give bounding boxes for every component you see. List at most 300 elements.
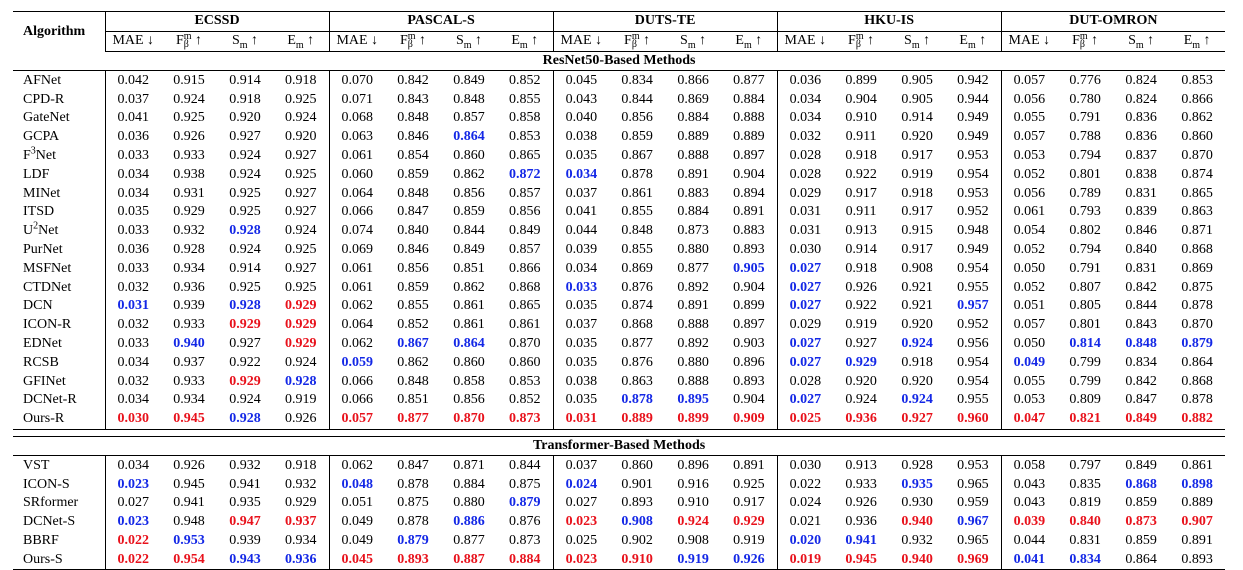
algorithm-name: Ours-R xyxy=(13,410,105,429)
metric-value: 0.904 xyxy=(721,278,777,297)
metric-value: 0.036 xyxy=(117,129,149,145)
metric-value: 0.924 xyxy=(273,109,329,128)
metric-value: 0.066 xyxy=(341,392,374,408)
algorithm-name: DCNet-S xyxy=(13,513,105,532)
metric-value: 0.057 xyxy=(1013,317,1046,333)
metric-value: 0.049 xyxy=(341,514,374,530)
metric-value: 0.874 xyxy=(1181,166,1213,182)
metric-value: 0.034 xyxy=(117,166,149,182)
metric-value: 0.934 xyxy=(173,260,205,276)
metric-value: 0.868 xyxy=(1181,373,1213,389)
metric-value: 0.904 xyxy=(721,165,777,184)
metric-header: $S_m$ ↑ xyxy=(441,31,497,51)
metric-value: 0.955 xyxy=(945,391,1001,410)
metric-value: 0.953 xyxy=(945,184,1001,203)
metric-value: 0.883 xyxy=(721,222,777,241)
algorithm-name: DCNet-R xyxy=(13,391,105,410)
section-title: Transformer-Based Methods xyxy=(13,436,1225,456)
metric-value: 0.876 xyxy=(497,513,553,532)
metric-value: 0.862 xyxy=(397,354,429,370)
metric-value: 0.848 xyxy=(621,223,653,239)
table-row xyxy=(13,494,1225,513)
metric-value: 0.927 xyxy=(889,410,945,429)
metric-value: 0.940 xyxy=(889,550,945,569)
metric-value: 0.036 xyxy=(789,72,822,88)
metric-value: 0.035 xyxy=(565,335,598,351)
metric-value: 0.031 xyxy=(117,298,149,314)
metric-value: 0.799 xyxy=(1069,354,1101,370)
metric-value: 0.847 xyxy=(397,204,429,220)
metric-value: 0.052 xyxy=(1013,241,1046,257)
metric-value: 0.939 xyxy=(229,532,261,548)
metric-value: 0.918 xyxy=(845,147,877,163)
metric-value: 0.911 xyxy=(845,129,877,145)
metric-value: 0.884 xyxy=(721,90,777,109)
metric-value: 0.023 xyxy=(117,476,149,492)
metric-value: 0.862 xyxy=(453,166,485,182)
metric-value: 0.925 xyxy=(273,165,329,184)
metric-value: 0.941 xyxy=(229,476,261,492)
metric-value: 0.877 xyxy=(385,410,441,429)
metric-value: 0.855 xyxy=(397,298,429,314)
dataset-header: PASCAL-S xyxy=(329,12,553,32)
metric-value: 0.814 xyxy=(1069,335,1101,351)
metric-header: F m β ↑ xyxy=(1057,31,1113,51)
metric-value: 0.045 xyxy=(329,550,385,569)
metric-value: 0.855 xyxy=(497,90,553,109)
metric-value: 0.027 xyxy=(789,335,822,351)
metric-value: 0.874 xyxy=(621,298,653,314)
metric-value: 0.037 xyxy=(117,91,149,107)
metric-value: 0.809 xyxy=(1069,392,1101,408)
metric-value: 0.933 xyxy=(845,476,877,492)
metric-value: 0.791 xyxy=(1069,260,1101,276)
metric-value: 0.869 xyxy=(1181,260,1213,276)
metric-value: 0.040 xyxy=(565,110,598,126)
table-row xyxy=(13,278,1225,297)
metric-value: 0.926 xyxy=(173,129,205,145)
metric-value: 0.858 xyxy=(497,109,553,128)
metric-header: $S_m$ ↑ xyxy=(1113,31,1169,51)
metric-value: 0.861 xyxy=(1181,457,1213,473)
metric-value: 0.933 xyxy=(173,317,205,333)
table-row xyxy=(13,316,1225,335)
metric-value: 0.028 xyxy=(789,147,822,163)
metric-value: 0.849 xyxy=(453,72,485,88)
metric-value: 0.066 xyxy=(341,204,374,220)
metric-value: 0.884 xyxy=(677,110,709,126)
metric-value: 0.805 xyxy=(1069,298,1101,314)
metric-value: 0.920 xyxy=(845,373,877,389)
metric-value: 0.904 xyxy=(845,91,877,107)
algorithm-name: BBRF xyxy=(13,532,105,551)
metric-value: 0.878 xyxy=(621,166,653,182)
metric-value: 0.910 xyxy=(677,495,709,511)
metric-value: 0.934 xyxy=(273,532,329,551)
metric-value: 0.893 xyxy=(721,372,777,391)
metric-value: 0.896 xyxy=(677,457,709,473)
metric-value: 0.848 xyxy=(397,110,429,126)
metric-value: 0.794 xyxy=(1069,241,1101,257)
metric-value: 0.924 xyxy=(173,91,205,107)
metric-value: 0.052 xyxy=(1013,166,1046,182)
metric-value: 0.846 xyxy=(397,129,429,145)
metric-value: 0.927 xyxy=(229,129,261,145)
metric-value: 0.044 xyxy=(565,223,598,239)
metric-value: 0.920 xyxy=(901,373,933,389)
metric-value: 0.851 xyxy=(453,260,485,276)
metric-value: 0.021 xyxy=(789,514,822,530)
algorithm-name: $U^2Net$ xyxy=(13,222,105,241)
metric-value: 0.071 xyxy=(341,91,374,107)
metric-value: 0.848 xyxy=(453,91,485,107)
metric-value: 0.875 xyxy=(497,475,553,494)
metric-value: 0.873 xyxy=(1125,514,1157,530)
metric-value: 0.891 xyxy=(721,456,777,475)
metric-value: 0.853 xyxy=(497,372,553,391)
metric-value: 0.940 xyxy=(173,335,205,351)
metric-value: 0.873 xyxy=(677,223,709,239)
metric-value: 0.920 xyxy=(901,129,933,145)
metric-value: 0.853 xyxy=(1181,72,1213,88)
metric-value: 0.029 xyxy=(789,317,822,333)
metric-value: 0.936 xyxy=(845,514,877,530)
metric-value: 0.033 xyxy=(117,335,149,351)
metric-value: 0.039 xyxy=(1013,514,1046,530)
metric-value: 0.936 xyxy=(833,410,889,429)
metric-value: 0.864 xyxy=(453,335,485,351)
metric-value: 0.920 xyxy=(273,128,329,147)
metric-value: 0.880 xyxy=(453,495,485,511)
metric-value: 0.860 xyxy=(497,353,553,372)
metric-header: $S_m$ ↑ xyxy=(217,31,273,51)
metric-value: 0.024 xyxy=(789,495,822,511)
metric-value: 0.918 xyxy=(229,91,261,107)
metric-value: 0.058 xyxy=(1013,457,1046,473)
metric-value: 0.793 xyxy=(1069,204,1101,220)
metric-header: $E_m$ ↑ xyxy=(945,31,1001,51)
metric-value: 0.933 xyxy=(173,373,205,389)
results-table-container xyxy=(13,11,1225,570)
metric-value: 0.038 xyxy=(565,129,598,145)
metric-value: 0.834 xyxy=(1125,354,1157,370)
metric-value: 0.039 xyxy=(565,241,598,257)
table-row xyxy=(13,90,1225,109)
metric-value: 0.032 xyxy=(117,317,149,333)
metric-value: 0.859 xyxy=(1125,495,1157,511)
metric-value: 0.922 xyxy=(845,298,877,314)
metric-value: 0.028 xyxy=(789,373,822,389)
metric-value: 0.957 xyxy=(945,297,1001,316)
metric-value: 0.859 xyxy=(1125,532,1157,548)
metric-value: 0.880 xyxy=(677,241,709,257)
metric-value: 0.034 xyxy=(117,392,149,408)
metric-value: 0.878 xyxy=(1181,392,1213,408)
metric-value: 0.028 xyxy=(789,166,822,182)
table-row xyxy=(13,353,1225,372)
metric-value: 0.802 xyxy=(1069,223,1101,239)
metric-header: MAE ↓ xyxy=(777,31,833,51)
metric-value: 0.945 xyxy=(833,550,889,569)
metric-value: 0.888 xyxy=(677,317,709,333)
metric-value: 0.926 xyxy=(721,550,777,569)
metric-value: 0.917 xyxy=(721,494,777,513)
metric-value: 0.055 xyxy=(1013,373,1046,389)
metric-value: 0.891 xyxy=(1181,532,1213,548)
metric-value: 0.848 xyxy=(397,373,429,389)
metric-value: 0.938 xyxy=(173,166,205,182)
metric-value: 0.064 xyxy=(341,317,374,333)
metric-value: 0.849 xyxy=(453,241,485,257)
metric-value: 0.861 xyxy=(453,317,485,333)
metric-value: 0.921 xyxy=(901,279,933,295)
metric-value: 0.893 xyxy=(1169,550,1225,569)
metric-value: 0.929 xyxy=(273,316,329,335)
metric-value: 0.063 xyxy=(341,129,374,145)
metric-value: 0.801 xyxy=(1069,166,1101,182)
metric-value: 0.027 xyxy=(789,354,822,370)
metric-value: 0.865 xyxy=(497,297,553,316)
metric-value: 0.918 xyxy=(845,260,877,276)
metric-value: 0.918 xyxy=(901,354,933,370)
metric-value: 0.854 xyxy=(397,147,429,163)
metric-value: 0.888 xyxy=(677,373,709,389)
metric-value: 0.904 xyxy=(721,391,777,410)
metric-header: F m β ↑ xyxy=(609,31,665,51)
metric-value: 0.925 xyxy=(273,278,329,297)
table-row xyxy=(13,259,1225,278)
metric-value: 0.929 xyxy=(273,335,329,354)
metric-value: 0.899 xyxy=(845,72,877,88)
metric-value: 0.870 xyxy=(497,335,553,354)
metric-value: 0.907 xyxy=(1181,514,1213,530)
metric-value: 0.887 xyxy=(441,550,497,569)
metric-value: 0.920 xyxy=(229,110,261,126)
metric-value: 0.849 xyxy=(497,222,553,241)
metric-value: 0.068 xyxy=(341,110,374,126)
metric-value: 0.891 xyxy=(677,166,709,182)
metric-value: 0.919 xyxy=(721,532,777,551)
metric-value: 0.070 xyxy=(341,72,374,88)
metric-value: 0.027 xyxy=(789,298,822,314)
metric-value: 0.927 xyxy=(845,335,877,351)
metric-value: 0.877 xyxy=(721,71,777,90)
metric-value: 0.780 xyxy=(1069,91,1101,107)
metric-value: 0.925 xyxy=(229,204,261,220)
metric-value: 0.791 xyxy=(1069,110,1101,126)
metric-value: 0.868 xyxy=(1125,476,1157,492)
algorithm-name: VST xyxy=(13,456,105,475)
metric-value: 0.856 xyxy=(453,392,485,408)
metric-value: 0.860 xyxy=(453,147,485,163)
metric-value: 0.807 xyxy=(1069,279,1101,295)
metric-value: 0.924 xyxy=(677,514,709,530)
metric-value: 0.867 xyxy=(397,335,429,351)
algorithm-name: $F^3Net$ xyxy=(13,147,105,166)
metric-value: 0.941 xyxy=(173,495,205,511)
metric-value: 0.034 xyxy=(117,354,149,370)
metric-value: 0.050 xyxy=(1013,260,1046,276)
metric-value: 0.852 xyxy=(497,391,553,410)
metric-value: 0.861 xyxy=(453,298,485,314)
metric-value: 0.929 xyxy=(273,494,329,513)
metric-value: 0.034 xyxy=(789,110,822,126)
metric-value: 0.926 xyxy=(845,279,877,295)
metric-value: 0.030 xyxy=(105,410,161,429)
algorithm-header: Algorithm xyxy=(13,12,105,52)
metric-value: 0.954 xyxy=(945,259,1001,278)
metric-value: 0.023 xyxy=(553,550,609,569)
metric-header: $E_m$ ↑ xyxy=(273,31,329,51)
metric-value: 0.913 xyxy=(845,223,877,239)
metric-value: 0.842 xyxy=(397,72,429,88)
metric-value: 0.915 xyxy=(173,72,205,88)
algorithm-name: EDNet xyxy=(13,335,105,354)
metric-value: 0.062 xyxy=(341,335,374,351)
metric-value: 0.024 xyxy=(565,476,598,492)
dataset-header: DUT-OMRON xyxy=(1001,12,1225,32)
metric-value: 0.926 xyxy=(845,495,877,511)
metric-value: 0.889 xyxy=(721,128,777,147)
metric-value: 0.879 xyxy=(497,494,553,513)
metric-value: 0.842 xyxy=(1125,373,1157,389)
metric-value: 0.873 xyxy=(497,410,553,429)
metric-value: 0.911 xyxy=(845,204,877,220)
metric-value: 0.947 xyxy=(229,514,261,530)
metric-value: 0.879 xyxy=(397,532,429,548)
metric-value: 0.905 xyxy=(901,72,933,88)
table-row xyxy=(13,475,1225,494)
metric-value: 0.870 xyxy=(1181,147,1213,163)
metric-value: 0.917 xyxy=(901,204,933,220)
dataset-header-row xyxy=(13,12,1225,32)
metric-value: 0.862 xyxy=(1181,110,1213,126)
metric-value: 0.909 xyxy=(721,410,777,429)
metric-header: F m β ↑ xyxy=(161,31,217,51)
metric-value: 0.847 xyxy=(397,457,429,473)
metric-value: 0.902 xyxy=(621,532,653,548)
metric-value: 0.898 xyxy=(1181,476,1213,492)
metric-value: 0.048 xyxy=(341,476,374,492)
metric-value: 0.856 xyxy=(497,203,553,222)
metric-value: 0.027 xyxy=(565,495,598,511)
metric-value: 0.919 xyxy=(273,391,329,410)
metric-value: 0.853 xyxy=(497,128,553,147)
metric-value: 0.848 xyxy=(397,185,429,201)
algorithm-name: GFINet xyxy=(13,372,105,391)
metric-value: 0.916 xyxy=(677,476,709,492)
metric-value: 0.883 xyxy=(677,185,709,201)
metric-value: 0.851 xyxy=(397,392,429,408)
metric-value: 0.036 xyxy=(117,241,149,257)
metric-header: $E_m$ ↑ xyxy=(721,31,777,51)
algorithm-name: ICON-R xyxy=(13,316,105,335)
metric-value: 0.866 xyxy=(1181,91,1213,107)
metric-value: 0.945 xyxy=(173,476,205,492)
table-row xyxy=(13,203,1225,222)
metric-value: 0.932 xyxy=(901,532,933,548)
metric-value: 0.034 xyxy=(565,260,598,276)
metric-value: 0.935 xyxy=(229,495,261,511)
metric-value: 0.860 xyxy=(453,354,485,370)
metric-value: 0.917 xyxy=(901,241,933,257)
table-row xyxy=(13,222,1225,241)
metric-value: 0.031 xyxy=(789,204,822,220)
table-row xyxy=(13,241,1225,260)
metric-value: 0.844 xyxy=(1125,298,1157,314)
metric-value: 0.041 xyxy=(1001,550,1057,569)
metric-value: 0.919 xyxy=(845,317,877,333)
metric-header: $S_m$ ↑ xyxy=(665,31,721,51)
metric-value: 0.043 xyxy=(1013,495,1046,511)
metric-value: 0.927 xyxy=(273,259,329,278)
metric-value: 0.037 xyxy=(565,317,598,333)
metric-value: 0.919 xyxy=(665,550,721,569)
metric-value: 0.839 xyxy=(1125,204,1157,220)
metric-value: 0.824 xyxy=(1125,91,1157,107)
metric-value: 0.893 xyxy=(385,550,441,569)
metric-value: 0.863 xyxy=(621,373,653,389)
metric-value: 0.924 xyxy=(845,392,877,408)
metric-value: 0.847 xyxy=(1125,392,1157,408)
metric-value: 0.924 xyxy=(273,353,329,372)
metric-value: 0.953 xyxy=(173,532,205,548)
algorithm-name: RCSB xyxy=(13,353,105,372)
metric-value: 0.051 xyxy=(1013,298,1046,314)
metric-value: 0.863 xyxy=(1181,204,1213,220)
metric-value: 0.061 xyxy=(341,147,374,163)
metric-value: 0.926 xyxy=(273,410,329,429)
metric-value: 0.908 xyxy=(677,532,709,548)
metric-value: 0.931 xyxy=(173,185,205,201)
metric-value: 0.033 xyxy=(565,279,598,295)
algorithm-name: LDF xyxy=(13,165,105,184)
metric-value: 0.893 xyxy=(621,495,653,511)
metric-value: 0.029 xyxy=(789,185,822,201)
metric-value: 0.915 xyxy=(901,223,933,239)
metric-value: 0.865 xyxy=(497,147,553,166)
metric-value: 0.035 xyxy=(565,147,598,163)
metric-value: 0.864 xyxy=(1181,354,1213,370)
metric-value: 0.061 xyxy=(341,260,374,276)
metric-value: 0.928 xyxy=(229,223,261,239)
metric-value: 0.057 xyxy=(1013,129,1046,145)
table-row xyxy=(13,513,1225,532)
metric-value: 0.835 xyxy=(1069,476,1101,492)
metric-value: 0.929 xyxy=(229,373,261,389)
metric-value: 0.870 xyxy=(1181,317,1213,333)
metric-value: 0.929 xyxy=(845,354,877,370)
metric-value: 0.929 xyxy=(273,297,329,316)
metric-value: 0.948 xyxy=(173,514,205,530)
metric-value: 0.943 xyxy=(217,550,273,569)
metric-value: 0.801 xyxy=(1069,317,1101,333)
metric-value: 0.959 xyxy=(945,494,1001,513)
metric-value: 0.954 xyxy=(161,550,217,569)
metric-value: 0.051 xyxy=(341,495,374,511)
dataset-header: HKU-IS xyxy=(777,12,1001,32)
table-row xyxy=(13,184,1225,203)
metric-value: 0.936 xyxy=(173,279,205,295)
metric-value: 0.856 xyxy=(453,185,485,201)
metric-value: 0.022 xyxy=(117,532,149,548)
metric-value: 0.892 xyxy=(677,279,709,295)
section-gap xyxy=(13,429,1225,436)
metric-value: 0.831 xyxy=(1069,532,1101,548)
metric-value: 0.929 xyxy=(229,317,261,333)
metric-value: 0.929 xyxy=(721,513,777,532)
algorithm-name: PurNet xyxy=(13,241,105,260)
